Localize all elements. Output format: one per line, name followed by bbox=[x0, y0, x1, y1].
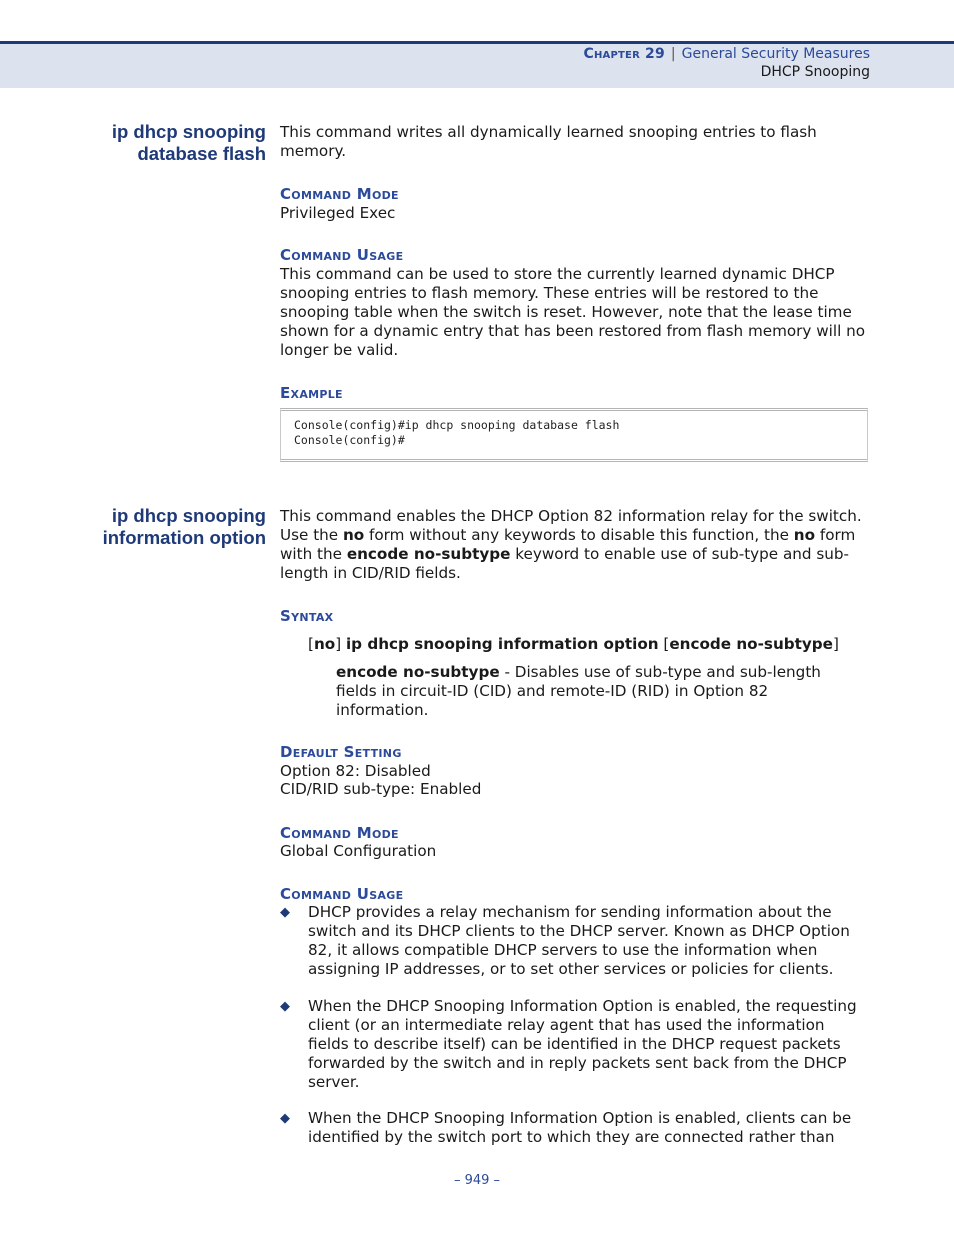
cmd1-description: This command writes all dynamically learned snooping entries to flash memory. bbox=[280, 123, 817, 160]
header-section: General Security Measures bbox=[681, 46, 870, 62]
desc-text: form without any keywords to disable this function, the bbox=[364, 526, 794, 544]
cmd1-title-line2: database flash bbox=[137, 143, 266, 164]
syntax-keyword: encode no-subtype bbox=[669, 635, 833, 653]
cmd2-default-line1: Option 82: Disabled bbox=[280, 762, 431, 780]
cmd2-description bbox=[280, 507, 870, 583]
keyword-no: no bbox=[793, 526, 816, 544]
diamond-bullet-icon: ◆ bbox=[280, 1111, 290, 1126]
cmd2-title-line2: information option bbox=[102, 527, 266, 548]
desc-text: form with the bbox=[280, 526, 856, 563]
syntax-bracket: [ bbox=[308, 635, 314, 653]
cmd2-usage-heading: Command Usage bbox=[280, 885, 404, 903]
diamond-bullet-icon: ◆ bbox=[280, 999, 290, 1014]
cmd2-title bbox=[103, 505, 266, 549]
syntax-bracket: ] bbox=[832, 635, 839, 653]
cmd2-mode: Global Configuration bbox=[280, 842, 437, 860]
cmd1-title-line1: ip dhcp snooping bbox=[111, 121, 266, 142]
cmd1-usage: This command can be used to store the currently learned dynamic DHCP snooping entries to flash memory. These entries will be restored to the snooping table when the switch is reset. However, note that the lease time shown for a dynamic entry that has been restored from flash memory will no longer be valid. bbox=[280, 265, 866, 359]
diamond-bullet-icon: ◆ bbox=[280, 905, 290, 920]
cmd2-syntax-heading: Syntax bbox=[280, 607, 334, 625]
cmd2-mode-heading: Command Mode bbox=[280, 824, 399, 842]
code-line: Console(config)# bbox=[294, 433, 405, 447]
keyword-no: no bbox=[342, 526, 365, 544]
syntax-command: ip dhcp snooping information option bbox=[345, 635, 659, 653]
cmd2-title-line1: ip dhcp snooping bbox=[111, 505, 266, 526]
param-desc: - Disables use of sub-type and sub-length fields in circuit-ID (CID) and remote-ID (RID) in Option 82 information. bbox=[336, 663, 821, 719]
cmd1-usage-heading: Command Usage bbox=[280, 246, 404, 264]
syntax-bracket: ] bbox=[335, 635, 346, 653]
desc-text: keyword to enable use of sub-type and sub-length in CID/RID fields. bbox=[280, 545, 850, 582]
header-chapter-line bbox=[584, 46, 871, 62]
usage-bullet: When the DHCP Snooping Information Option is enabled, the requesting client (or an intermediate relay agent that has used the information fields to describe itself) can be identified in the DHCP request packets forwarded by the switch and in reply packets sent back from the DHCP server. bbox=[308, 997, 857, 1091]
header-separator: | bbox=[670, 46, 676, 62]
keyword-encode: encode no-subtype bbox=[346, 545, 511, 563]
cmd2-default-heading: Default Setting bbox=[280, 743, 402, 761]
cmd2-syntax bbox=[308, 635, 870, 654]
cmd1-mode: Privileged Exec bbox=[280, 204, 396, 222]
cmd1-mode-heading: Command Mode bbox=[280, 185, 399, 203]
page-number: – 949 – bbox=[453, 1173, 501, 1188]
code-line: Console(config)#ip dhcp snooping database flash bbox=[294, 418, 620, 432]
chapter-label: Chapter 29 bbox=[583, 46, 665, 62]
desc-text: This command enables the DHCP Option 82 information relay for the switch. Use the bbox=[280, 507, 862, 544]
usage-bullet: DHCP provides a relay mechanism for sending information about the switch and its DHCP clients to the DHCP server. Known as DHCP Option 82, it allows compatible DHCP servers to use the information when assigning IP addresses, or to set other services or policies for clients. bbox=[308, 903, 850, 978]
cmd1-title bbox=[112, 121, 266, 165]
cmd1-example-heading: Example bbox=[280, 384, 343, 402]
syntax-bracket: [ bbox=[658, 635, 670, 653]
syntax-keyword: no bbox=[313, 635, 336, 653]
cmd2-default-line2: CID/RID sub-type: Enabled bbox=[280, 780, 482, 798]
usage-bullet: When the DHCP Snooping Information Option is enabled, clients can be identified by the switch port to which they are connected rather than bbox=[308, 1109, 852, 1146]
cmd2-param bbox=[336, 663, 856, 720]
param-name: encode no-subtype bbox=[336, 663, 500, 681]
header-subsection: DHCP Snooping bbox=[760, 64, 870, 80]
